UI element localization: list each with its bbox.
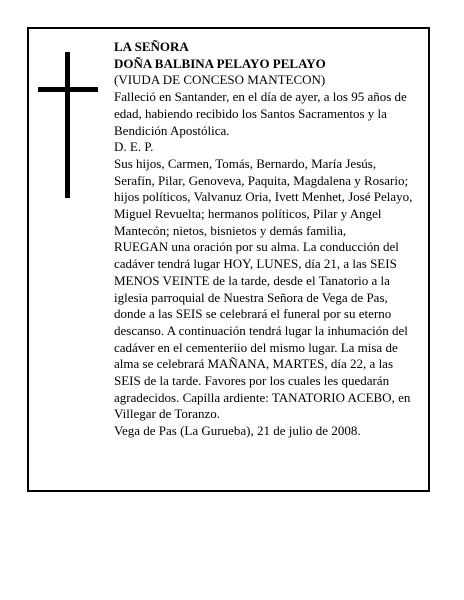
cross-horizontal-bar [38, 87, 98, 92]
obituary-text [114, 39, 420, 440]
funeral-details: RUEGAN una oración por su alma. La conducción del cadáver tendrá lugar HOY, LUNES, día 21, a las SEIS MENOS VEINTE de la tarde, desde el Tanatorio a la iglesia parroquial de Nuestra Señora de Vega de Pas, donde a las SEIS se celebrará el funeral por su eterno descanso. A continuación tendrá lugar la inhumación del cadáver en el cementeriio del mismo lugar. La misa de alma se celebrará MAÑANA, MARTES, día 22, a las SEIS de la tarde. Favores por los cuales les quedarán agradecidos. Capilla ardiente: TANATORIO ACEBO, en Villegar de Toranzo. [114, 239, 411, 422]
cross-vertical-bar [65, 52, 70, 198]
place-and-date: Vega de Pas (La Gurueba), 21 de julio de 2008. [114, 423, 361, 439]
family-list: Sus hijos, Carmen, Tomás, Bernardo, María Jesús, Serafín, Pilar, Genoveva, Paquita, Magdalena y Rosario; hijos políticos, Valvanuz Oria, Ivett Menhet, José Pelayo, Miguel Revuelta; hermanos políticos, Pilar y Angel Mantecón; nietos, bisnietos y demás familia, [114, 155, 413, 238]
latin-cross-icon [38, 52, 98, 198]
deceased-name: DOÑA BALBINA PELAYO PELAYO [114, 55, 326, 71]
deceased-widow-of: (VIUDA DE CONCESO MANTECON) [114, 72, 326, 88]
death-announcement: Falleció en Santander, en el día de ayer, a los 95 años de edad, habiendo recibido los Santos Sacramentos y la Bendición Apostólica. [114, 89, 407, 138]
rest-in-peace: D. E. P. [114, 139, 154, 155]
deceased-honorific: LA SEÑORA [114, 39, 189, 54]
